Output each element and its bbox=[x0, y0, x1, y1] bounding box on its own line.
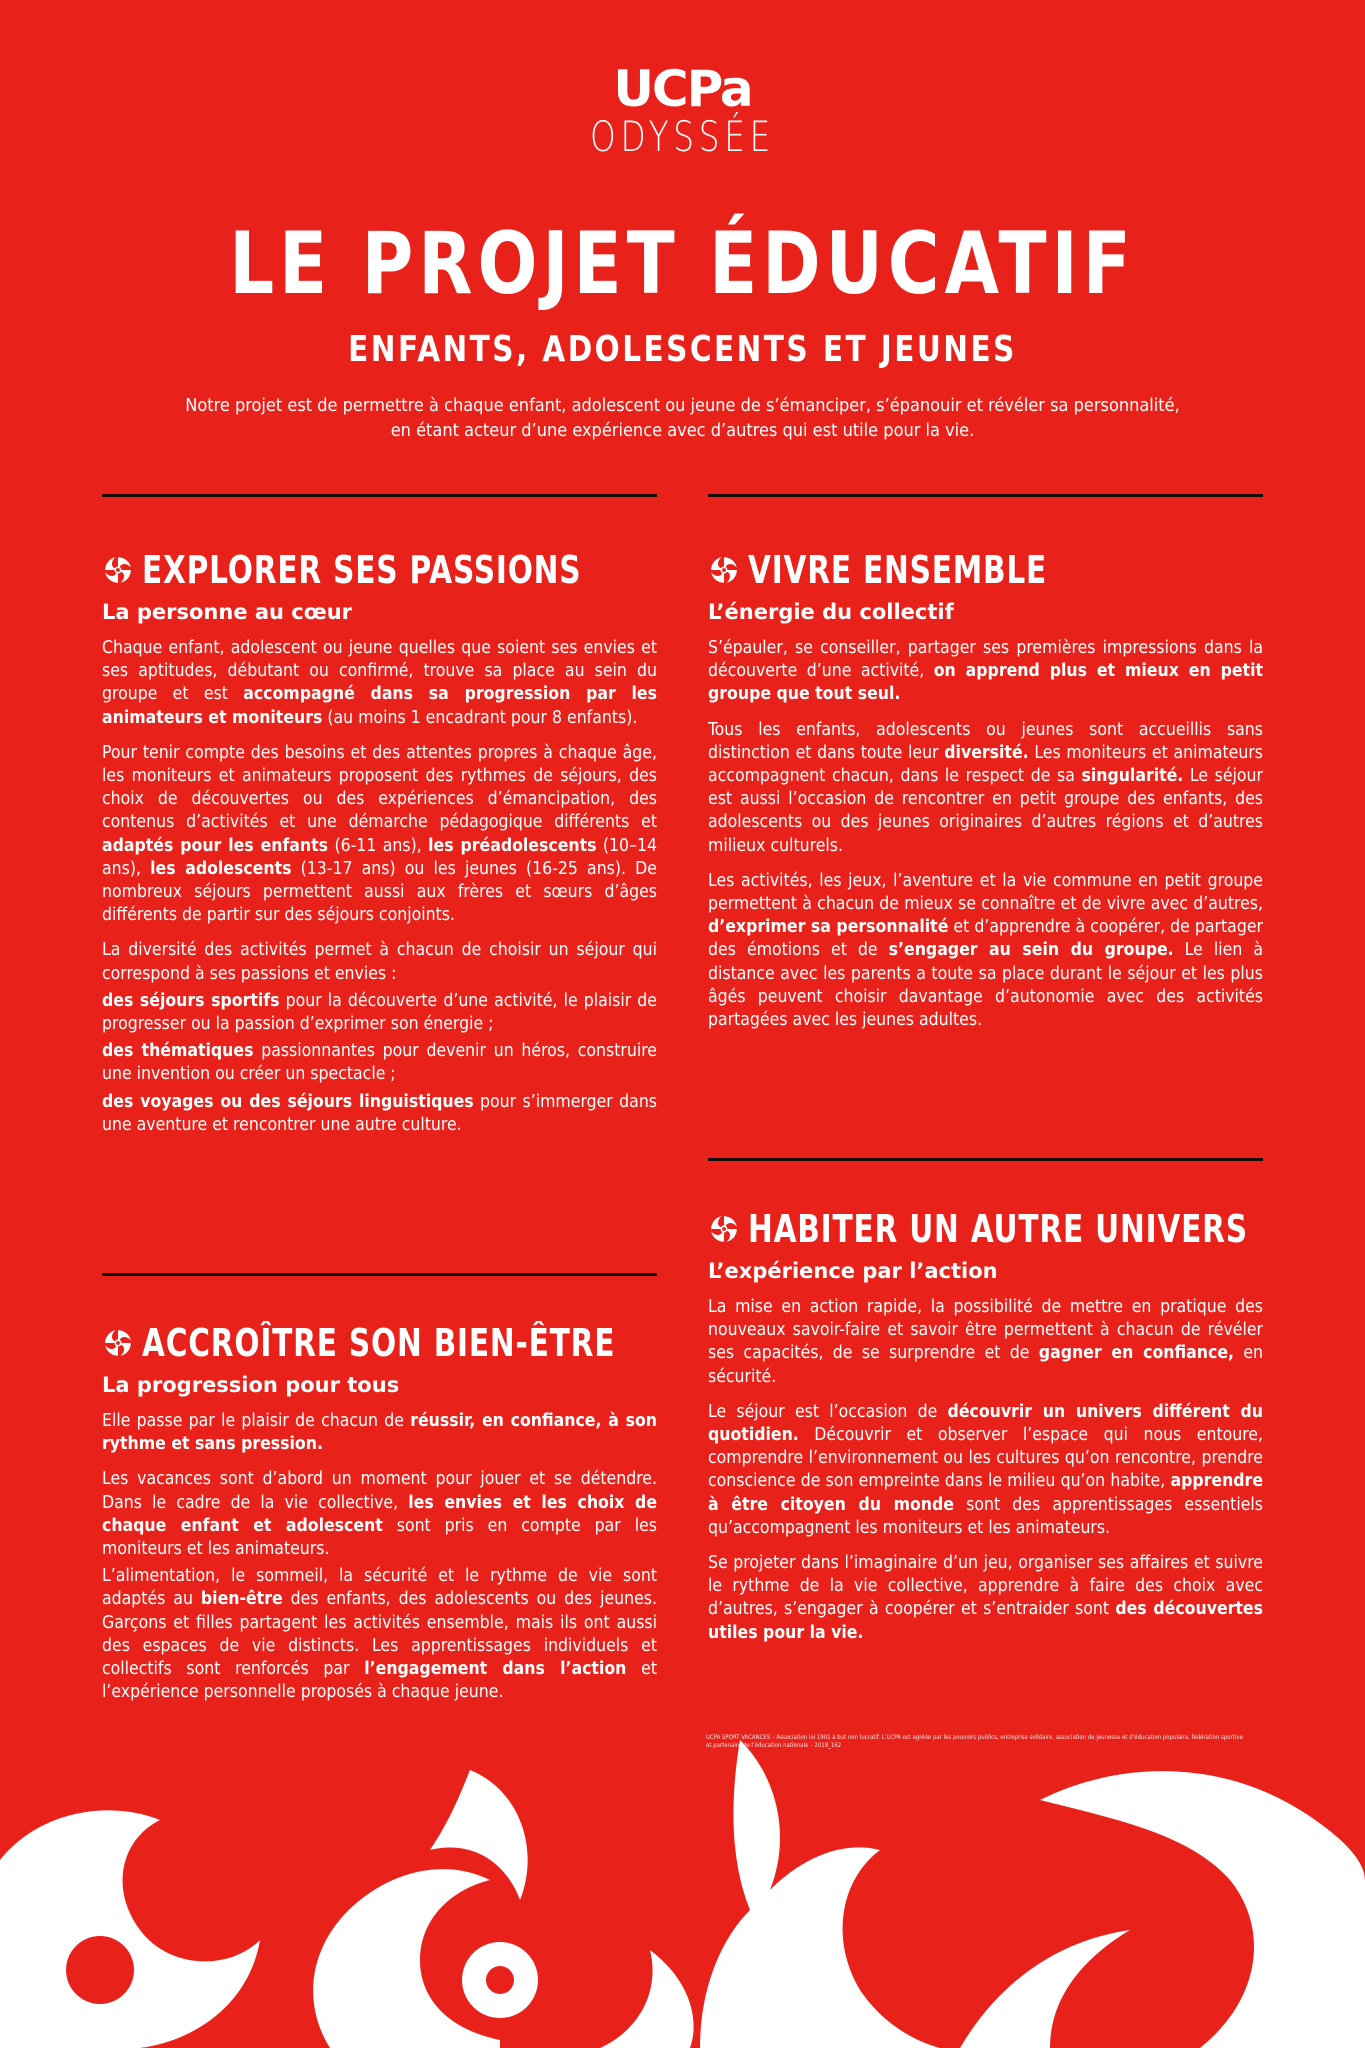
ucpa-spiral-icon bbox=[102, 554, 134, 586]
list-item: des voyages ou des séjours linguistiques pour s’immerger dans une aventure et rencontrer une autre culture. bbox=[102, 1091, 658, 1135]
section-heading bbox=[708, 547, 1263, 593]
intro-line-2: en étant acteur d’une expérience avec d’autres qui est utile pour la vie. bbox=[390, 420, 975, 441]
list-item: des thématiques passionnantes pour devenir un héros, construire une invention ou créer un spectacle ; bbox=[102, 1041, 657, 1085]
divider bbox=[102, 1273, 657, 1276]
page-subtitle: ENFANTS, ADOLESCENTS ET JEUNES bbox=[348, 329, 1017, 370]
section-explorer bbox=[102, 547, 657, 1141]
section-heading bbox=[102, 1320, 657, 1366]
paragraph: Le séjour est l’occasion de découvrir un univers différent du quotidien. Découvrir et observer l’espace qui nous entoure, comprendre l’environnement ou les cultures qu’on rencontre, prendre conscience de son empreinte dans le milieu qu’on habite, apprendre à être citoyen du monde sont des apprentissages essentiels qu’accompagnent les moniteurs et les animateurs. bbox=[708, 1401, 1263, 1538]
divider bbox=[102, 494, 657, 497]
section-title: VIVRE ENSEMBLE bbox=[748, 548, 1048, 592]
paragraph: La diversité des activités permet à chacun de choisir un séjour qui correspond à ses passions et envies : bbox=[102, 940, 657, 984]
paragraph: L’alimentation, le sommeil, la sécurité et le rythme de vie sont adaptés au bien-être des enfants, des adolescents ou des jeunes. Garçons et filles partagent les activités ensemble, mais ils ont aussi des espaces de vie distincts. Les apprentissages individuels et collectifs sont renforcés par l’engagement dans l’action et l’expérience personnelle proposés à chaque jeune. bbox=[102, 1566, 658, 1703]
paragraph: Pour tenir compte des besoins et des attentes propres à chaque âge, les moniteurs et animateurs proposent des rythmes de séjours, des choix de découvertes ou des expériences d’émancipation, des contenus d’activités et une démarche pédagogique différents et adaptés pour les enfants (6-11 ans), les préadolescents (10–14 ans), les adolescents (13-17 ans) ou les jeunes (16-25 ans). De nombreux séjours permettent aussi aux frères et sœurs d’âges différents de partir sur des séjours conjoints. bbox=[102, 742, 657, 926]
paragraph: Les vacances sont d’abord un moment pour jouer et se détendre. Dans le cadre de la vie collective, les envies et les choix de chaque enfant et adolescent sont pris en compte par les moniteurs et les animateurs. bbox=[102, 1469, 658, 1560]
paragraph: La mise en action rapide, la possibilité de mettre en pratique des nouveaux savoir-faire et savoir être permettent à chacun de révéler ses capacités, de se surprendre et de gagner en confiance, en sécurité. bbox=[708, 1297, 1264, 1387]
paragraph: Elle passe par le plaisir de chacun de réussir, en confiance, à son rythme et sans pression. bbox=[102, 1411, 657, 1455]
ucpa-spiral-shapes bbox=[0, 1740, 1365, 2048]
divider bbox=[708, 494, 1263, 497]
ucpa-spiral-icon bbox=[708, 1213, 740, 1245]
ucpa-spiral-icon bbox=[102, 1327, 134, 1359]
ucpa-spiral-icon bbox=[708, 554, 740, 586]
section-vivre bbox=[708, 547, 1263, 1044]
section-subtitle: La progression pour tous bbox=[102, 1373, 400, 1397]
list-item: des séjours sportifs pour la découverte d’une activité, le plaisir de progresser ou la passion d’exprimer son énergie ; bbox=[102, 990, 657, 1035]
section-title: ACCROÎTRE SON BIEN-ÊTRE bbox=[142, 1321, 616, 1365]
section-accroitre bbox=[102, 1320, 657, 1716]
intro-text bbox=[120, 393, 1245, 443]
logo bbox=[0, 60, 1365, 161]
intro-line-1: Notre projet est de permettre à chaque enfant, adolescent ou jeune de s’émanciper, s’épanouir et révéler sa personnalité, bbox=[185, 395, 1180, 416]
section-subtitle: L’expérience par l’action bbox=[708, 1259, 998, 1283]
section-title: EXPLORER SES PASSIONS bbox=[142, 548, 582, 592]
divider bbox=[708, 1158, 1263, 1161]
legal-notice: UCPA SPORT VACANCES – Association loi 1901 à but non lucratif. L’UCPA est agréée par les pouvoirs publics, entreprise solidaire, association de jeunesse et d’éducation populaire, fédération sportive et partenaire de l’éducation nationale – 2018_162 bbox=[706, 1734, 1243, 1749]
section-habiter bbox=[708, 1206, 1263, 1657]
section-title: HABITER UN AUTRE UNIVERS bbox=[748, 1207, 1248, 1251]
logo-brand: UCPa bbox=[613, 60, 752, 118]
paragraph: S’épauler, se conseiller, partager ses premières impressions dans la découverte d’une activité, on apprend plus et mieux en petit groupe que tout seul. bbox=[708, 638, 1264, 705]
section-subtitle: La personne au cœur bbox=[102, 600, 353, 624]
section-subtitle: L’énergie du collectif bbox=[708, 600, 954, 624]
paragraph: Se projeter dans l’imaginaire d’un jeu, organiser ses affaires et suivre le rythme de la vie collective, apprendre à faire des choix avec d’autres, s’engager à coopérer et s’entraider sont des découvertes utiles pour la vie. bbox=[708, 1553, 1263, 1643]
logo-odyssee: ODYSSÉE bbox=[590, 112, 775, 161]
paragraph: Chaque enfant, adolescent ou jeune quelles que soient ses envies et ses aptitudes, débutant ou confirmé, trouve sa place au sein du groupe et est accompagné dans sa progression par les animateurs et moniteurs (au moins 1 encadrant pour 8 enfants). bbox=[102, 638, 657, 728]
section-heading bbox=[708, 1206, 1263, 1252]
section-heading bbox=[102, 547, 657, 593]
paragraph: Tous les enfants, adolescents ou jeunes sont accueillis sans distinction et dans toute leur diversité. Les moniteurs et animateurs accompagnent chacun, dans le respect de sa singularité. Le séjour est aussi l’occasion de rencontrer en petit groupe des enfants, des adolescents ou des jeunes originaires d’autres régions et d’autres milieux culturels. bbox=[708, 719, 1264, 856]
paragraph: Les activités, les jeux, l’aventure et la vie commune en petit groupe permettent à chacun de mieux se connaître et de vivre avec d’autres, d’exprimer sa personnalité et d’apprendre à coopérer, de partager des émotions et de s’engager au sein du groupe. Le lien à distance avec les parents a toute sa place durant le séjour et les plus âgés peuvent choisir davantage d’autonomie avec des activités partagées avec les jeunes adultes. bbox=[708, 870, 1263, 1031]
page-title: LE PROJET ÉDUCATIF bbox=[229, 214, 1136, 314]
